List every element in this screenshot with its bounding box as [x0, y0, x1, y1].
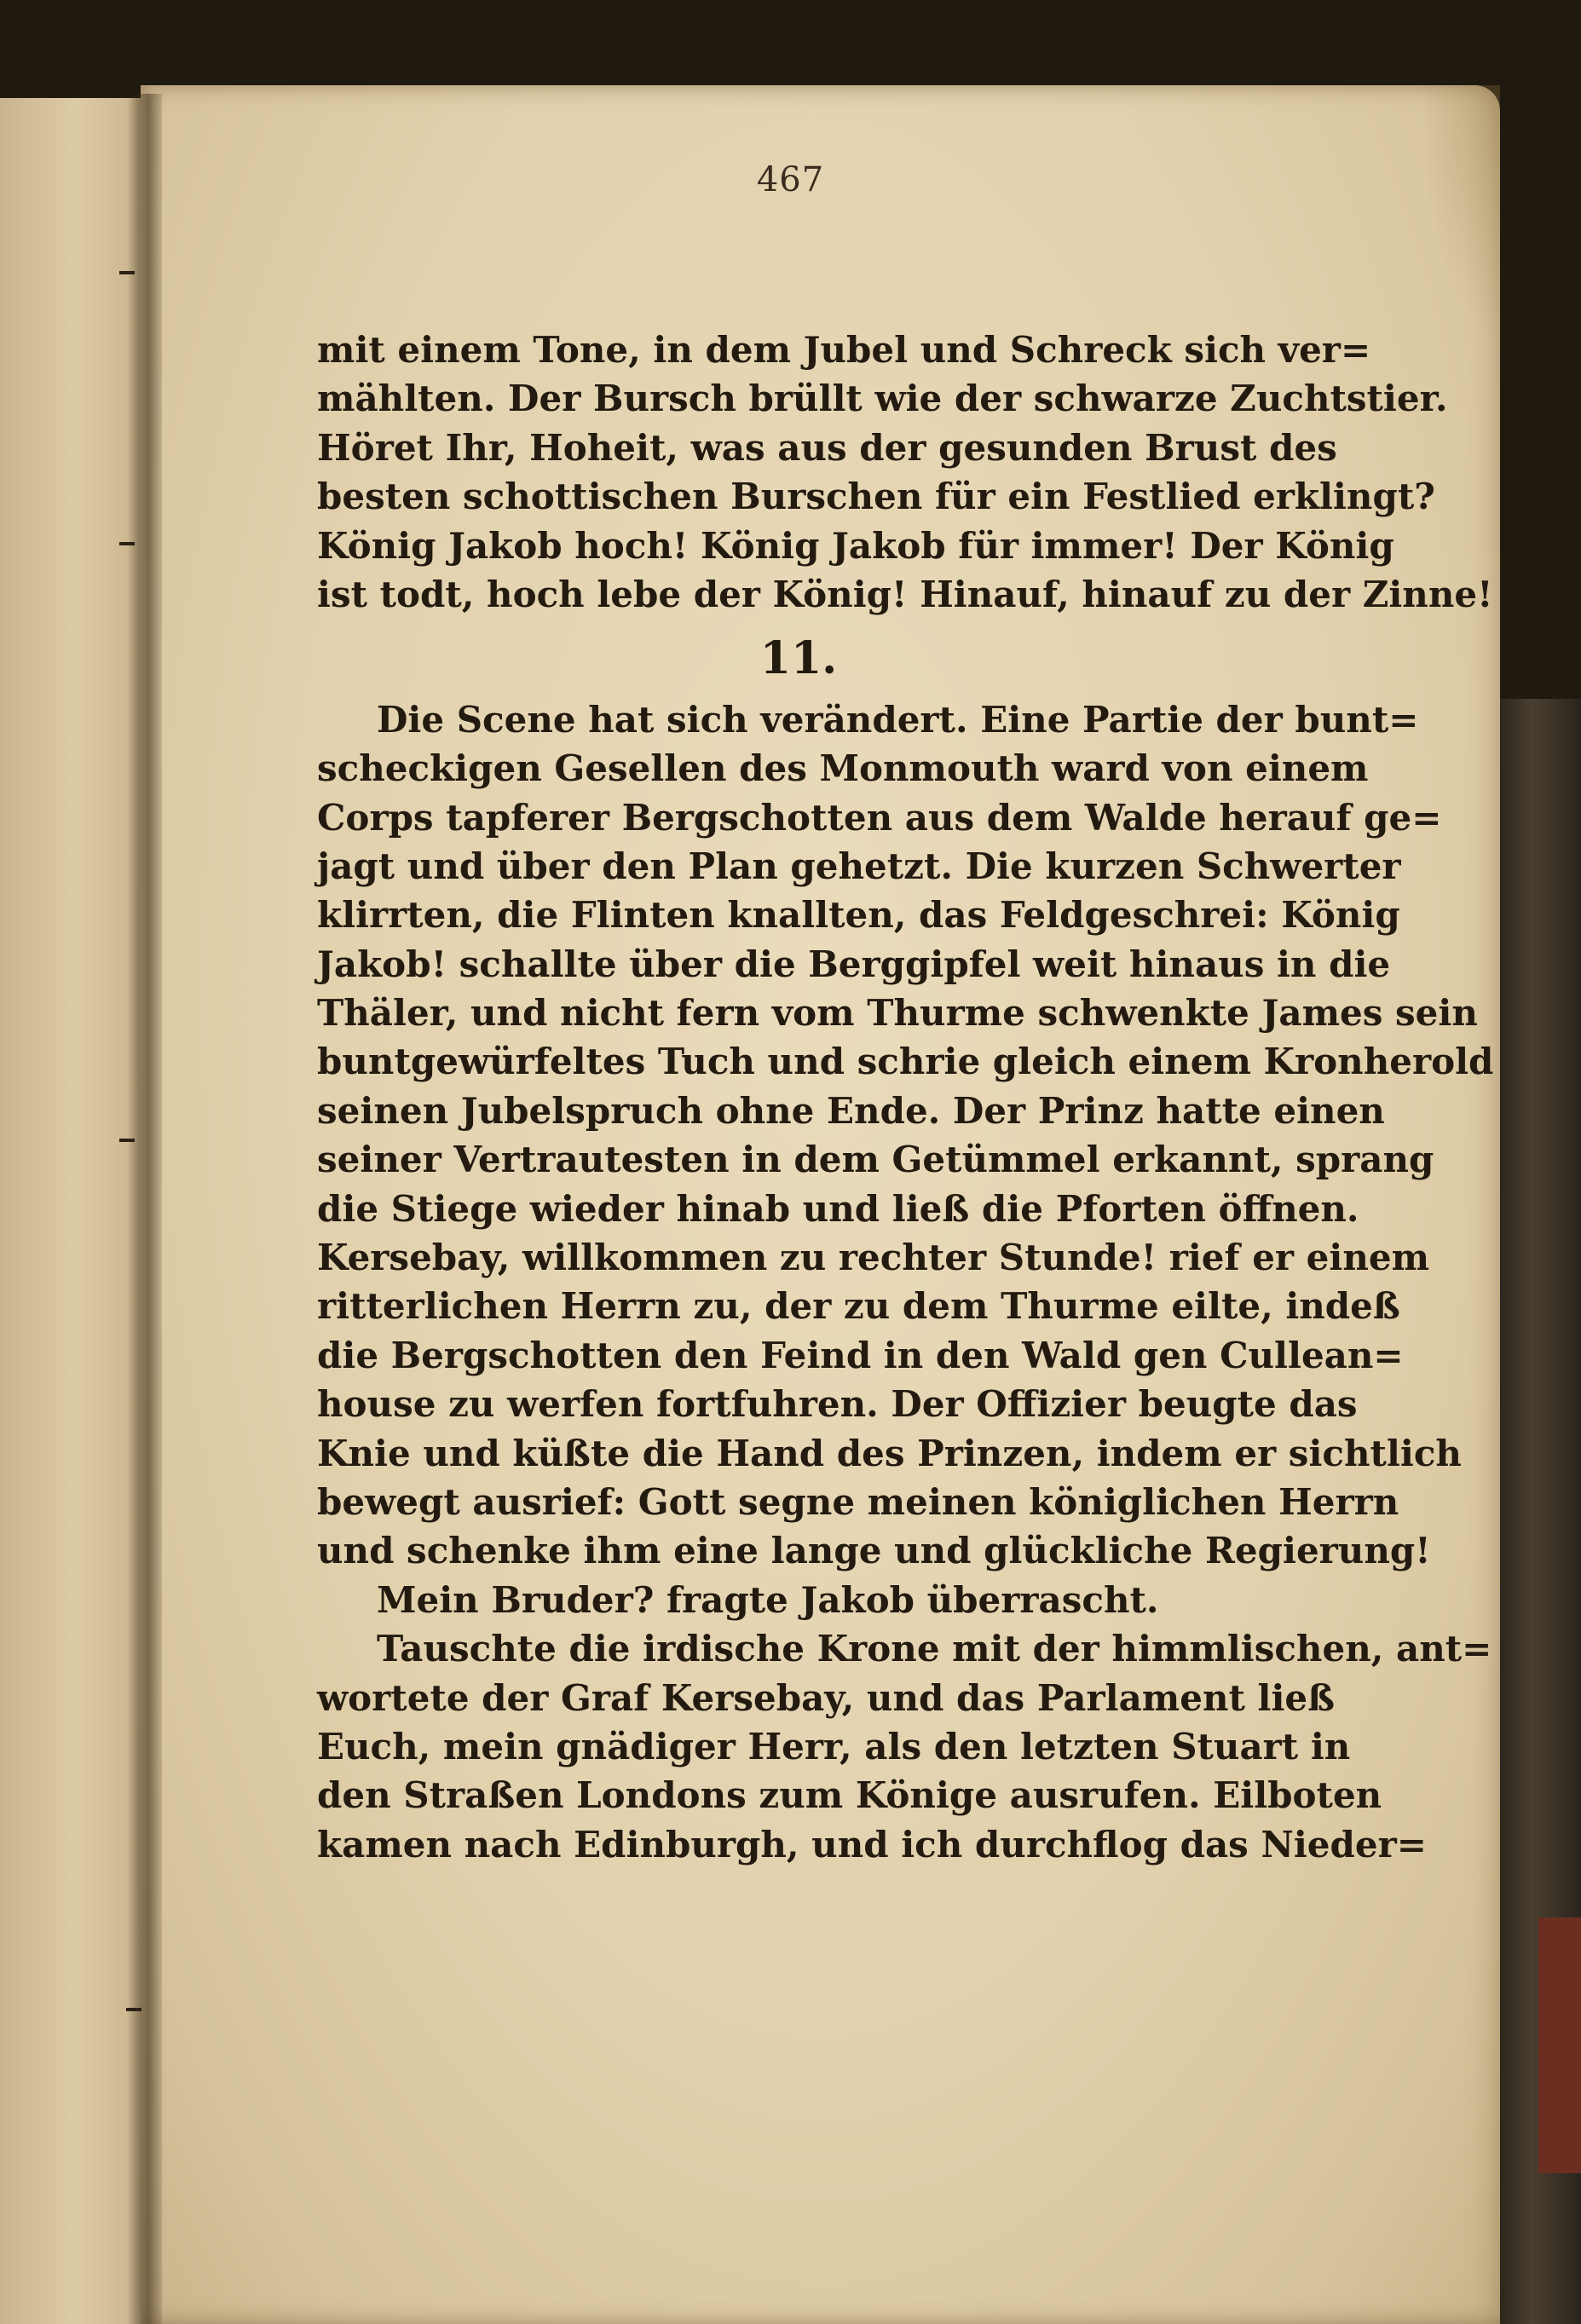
text-line: bewegt ausrief: Gott segne meinen königlichen Herrn — [317, 1480, 1399, 1523]
text-line: buntgewürfeltes Tuch und schrie gleich einem Kronherold — [317, 1041, 1494, 1083]
text-line: kamen nach Edinburgh, und ich durchflog das Nieder= — [317, 1823, 1427, 1866]
page-body-text — [317, 326, 1494, 1869]
text-line: ritterlichen Herrn zu, der zu dem Thurme eilte, indeß — [317, 1285, 1400, 1328]
paragraph-3 — [317, 1576, 1280, 1624]
text-line: seinen Jubelspruch ohne Ende. Der Prinz hatte einen — [317, 1089, 1385, 1132]
text-line: mit einem Tone, in dem Jubel und Schreck sich ver= — [317, 329, 1371, 371]
text-line: scheckigen Gesellen des Monmouth ward von einem — [317, 747, 1369, 790]
paragraph-4 — [317, 1624, 1492, 1869]
text-line: Corps tapferer Bergschotten aus dem Walde herauf ge= — [317, 796, 1442, 839]
text-line: Höret Ihr, Hoheit, was aus der gesunden Brust des — [317, 426, 1337, 469]
text-line: jagt und über den Plan gehetzt. Die kurzen Schwerter — [317, 845, 1401, 887]
left-facing-page-edge — [0, 98, 149, 2324]
page-number: 467 — [756, 160, 825, 199]
section-number: 11. — [759, 632, 838, 685]
text-line: house zu werfen fortfuhren. Der Offizier beugte das — [317, 1383, 1358, 1426]
margin-thread-mark — [119, 1139, 135, 1142]
margin-thread-mark — [119, 271, 135, 274]
text-line: Knie und küßte die Hand des Prinzen, indem er sichtlich — [317, 1432, 1462, 1474]
text-line: König Jakob hoch! König Jakob für immer! Der König — [317, 524, 1394, 567]
paragraph-2 — [317, 695, 1494, 1576]
text-line: die Bergschotten den Feind in den Wald gen Cullean= — [317, 1334, 1404, 1376]
text-line: Euch, mein gnädiger Herr, als den letzten Stuart in — [317, 1725, 1351, 1768]
text-line: die Stiege wieder hinab und ließ die Pforten öffnen. — [317, 1187, 1359, 1230]
margin-thread-mark — [126, 2008, 141, 2011]
text-line: Tauschte die irdische Krone mit der himmlischen, ant= — [377, 1628, 1492, 1670]
text-line: Die Scene hat sich verändert. Eine Partie der bunt= — [377, 698, 1419, 741]
text-line: ist todt, hoch lebe der König! Hinauf, hinauf zu der Zinne! — [317, 573, 1493, 615]
page-gutter-shadow — [128, 94, 162, 2324]
text-line: seiner Vertrautesten in dem Getümmel erkannt, sprang — [317, 1139, 1434, 1181]
text-line: besten schottischen Burschen für ein Festlied erklingt? — [317, 476, 1435, 518]
paragraph-1 — [317, 326, 1493, 619]
text-line: Mein Bruder? fragte Jakob überrascht. — [377, 1578, 1159, 1621]
text-line: und schenke ihm eine lange und glückliche Regierung! — [317, 1530, 1431, 1572]
text-line: klirrten, die Flinten knallten, das Feldgeschrei: König — [317, 894, 1400, 937]
margin-thread-mark — [119, 542, 135, 545]
text-line: den Straßen Londons zum Könige ausrufen. Eilboten — [317, 1774, 1382, 1817]
text-line: Jakob! schallte über die Berggipfel weit hinaus in die — [317, 943, 1391, 985]
text-line: wortete der Graf Kersebay, und das Parlament ließ — [317, 1676, 1336, 1719]
text-line: Thäler, und nicht fern vom Thurme schwenkte James sein — [317, 992, 1478, 1035]
cover-binding-patch — [1538, 1917, 1581, 2173]
text-line: mählten. Der Bursch brüllt wie der schwarze Zuchtstier. — [317, 378, 1448, 420]
text-line: Kersebay, willkommen zu rechter Stunde! rief er einem — [317, 1237, 1430, 1279]
page-corner-stain — [1419, 85, 1500, 341]
